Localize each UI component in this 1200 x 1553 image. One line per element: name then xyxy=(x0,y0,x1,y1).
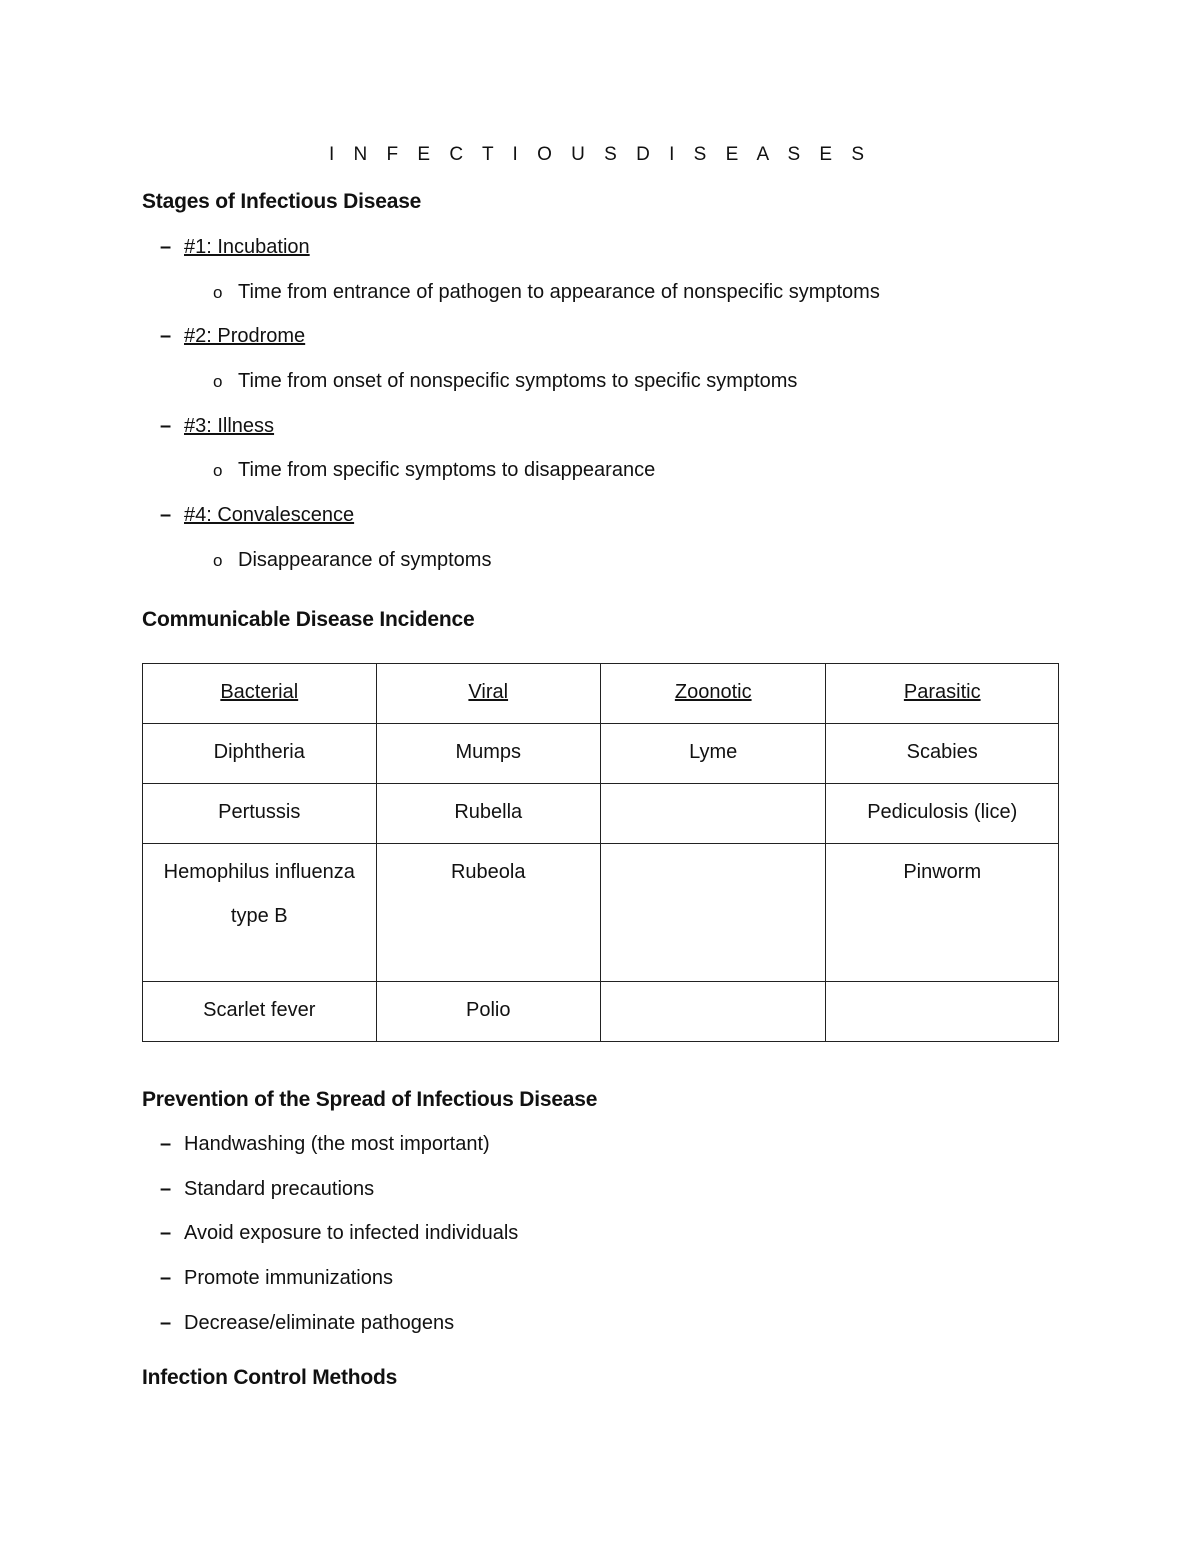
dash-bullet-icon: – xyxy=(160,504,172,526)
prevention-item: Handwashing (the most important) xyxy=(184,1133,490,1155)
stage-2 xyxy=(160,325,305,348)
stage-3-detail xyxy=(213,459,655,482)
circle-bullet-icon: o xyxy=(213,551,223,570)
prevention-item: Promote immunizations xyxy=(184,1267,393,1289)
dash-bullet-icon: – xyxy=(160,1222,172,1244)
table-cell: Pertussis xyxy=(143,784,377,844)
dash-bullet-icon: – xyxy=(160,415,172,437)
table-cell xyxy=(600,982,825,1042)
stage-3 xyxy=(160,415,274,438)
table-cell: Diphtheria xyxy=(143,724,377,784)
table-row xyxy=(143,844,1059,982)
stage-2-detail xyxy=(213,370,797,393)
table-cell: Lyme xyxy=(600,724,825,784)
table-cell: Pinworm xyxy=(826,844,1059,982)
table-cell xyxy=(600,784,825,844)
stage-1 xyxy=(160,236,310,259)
prevention-item: Avoid exposure to infected individuals xyxy=(184,1222,519,1244)
circle-bullet-icon: o xyxy=(213,461,223,480)
column-header: Bacterial xyxy=(143,664,377,724)
list-item xyxy=(160,1178,374,1201)
document-title: I N F E C T I O U S D I S E A S E S xyxy=(328,144,872,165)
table-row xyxy=(143,982,1059,1042)
stage-label: #1: Incubation xyxy=(184,236,310,258)
table-row xyxy=(143,784,1059,844)
table-cell: Hemophilus influenza type B xyxy=(143,844,377,982)
dash-bullet-icon: – xyxy=(160,325,172,347)
stage-label: #4: Convalescence xyxy=(184,504,355,526)
circle-bullet-icon: o xyxy=(213,372,223,391)
dash-bullet-icon: – xyxy=(160,1178,172,1200)
stages-heading: Stages of Infectious Disease xyxy=(142,190,422,213)
stage-4 xyxy=(160,504,354,527)
list-item xyxy=(160,1312,454,1335)
dash-bullet-icon: – xyxy=(160,1267,172,1289)
table-header-row xyxy=(143,664,1059,724)
table-cell: Rubeola xyxy=(376,844,600,982)
stage-detail: Time from entrance of pathogen to appearance of nonspecific symptoms xyxy=(238,281,880,303)
stage-detail: Disappearance of symptoms xyxy=(238,549,492,571)
table-cell xyxy=(600,844,825,982)
column-header: Zoonotic xyxy=(600,664,825,724)
table-cell: Rubella xyxy=(376,784,600,844)
list-item xyxy=(160,1133,490,1156)
prevention-heading: Prevention of the Spread of Infectious Disease xyxy=(142,1088,598,1111)
stage-label: #3: Illness xyxy=(184,415,275,437)
table-cell: Mumps xyxy=(376,724,600,784)
list-item xyxy=(160,1267,393,1290)
control-heading: Infection Control Methods xyxy=(142,1366,398,1389)
list-item xyxy=(160,1222,518,1245)
stage-detail: Time from specific symptoms to disappearance xyxy=(238,459,656,481)
incidence-heading: Communicable Disease Incidence xyxy=(142,608,475,631)
column-header: Viral xyxy=(376,664,600,724)
column-header: Parasitic xyxy=(826,664,1059,724)
table-cell xyxy=(826,982,1059,1042)
table-cell: Scabies xyxy=(826,724,1059,784)
dash-bullet-icon: – xyxy=(160,1133,172,1155)
incidence-table xyxy=(142,663,1059,1042)
prevention-item: Decrease/eliminate pathogens xyxy=(184,1312,455,1334)
stage-detail: Time from onset of nonspecific symptoms to specific symptoms xyxy=(238,370,798,392)
stage-label: #2: Prodrome xyxy=(184,325,306,347)
dash-bullet-icon: – xyxy=(160,1312,172,1334)
table-cell: Scarlet fever xyxy=(143,982,377,1042)
table-row xyxy=(143,724,1059,784)
circle-bullet-icon: o xyxy=(213,283,223,302)
dash-bullet-icon: – xyxy=(160,236,172,258)
stage-1-detail xyxy=(213,281,880,304)
stage-4-detail xyxy=(213,549,491,572)
table-cell: Polio xyxy=(376,982,600,1042)
prevention-item: Standard precautions xyxy=(184,1178,375,1200)
table-cell: Pediculosis (lice) xyxy=(826,784,1059,844)
